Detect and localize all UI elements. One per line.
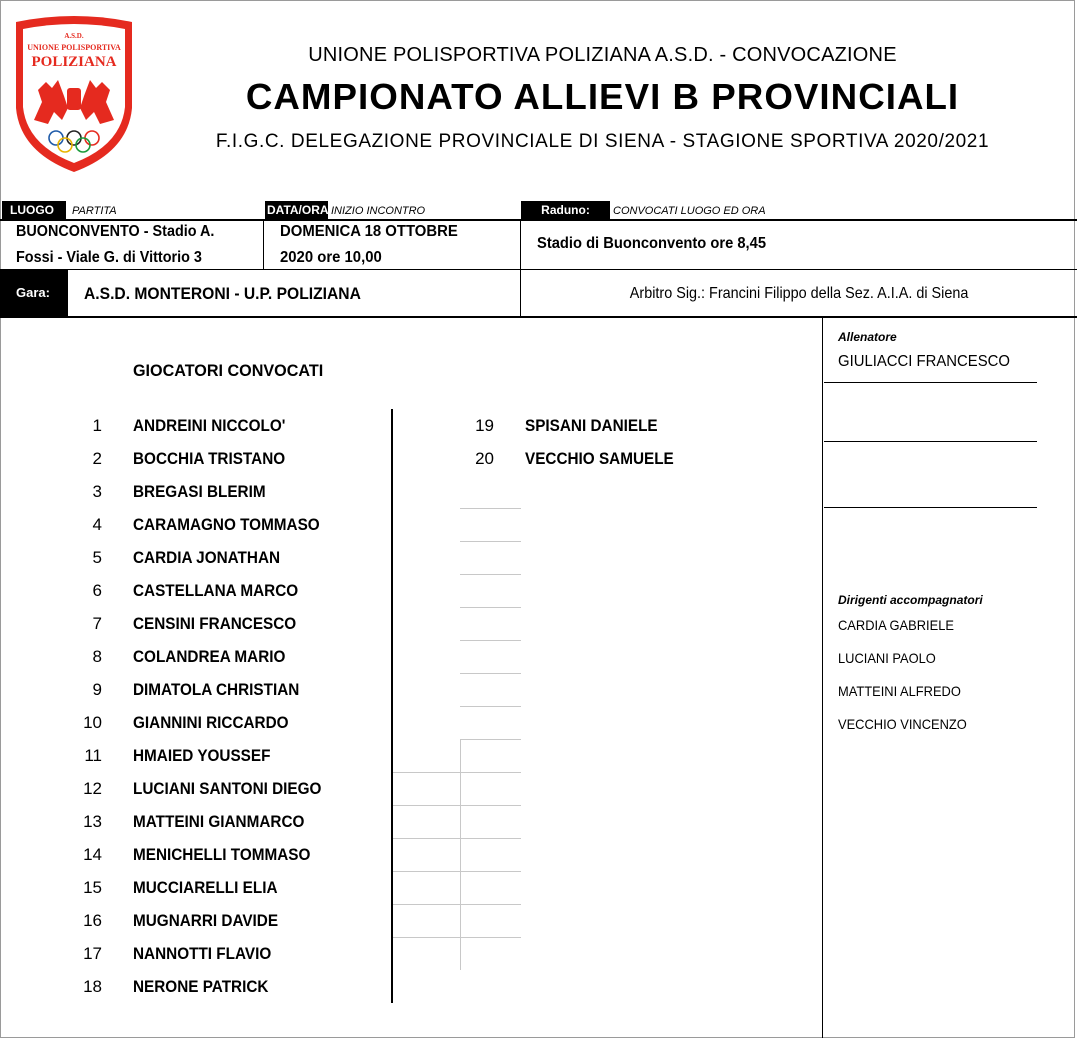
staff-line-1 bbox=[824, 382, 1037, 383]
gara-tag: Gara: bbox=[0, 270, 68, 316]
player-name: CARAMAGNO TOMMASO bbox=[133, 515, 320, 534]
player-name: LUCIANI SANTONI DIEGO bbox=[133, 779, 322, 798]
player-number: 19 bbox=[475, 416, 494, 435]
player-number: 9 bbox=[92, 680, 102, 699]
raduno-value: Stadio di Buonconvento ore 8,45 bbox=[537, 235, 767, 252]
luogo-hint: PARTITA bbox=[72, 205, 117, 217]
club-logo bbox=[12, 16, 136, 174]
slot-line bbox=[393, 937, 521, 938]
dirigente-item: VECCHIO VINCENZO bbox=[838, 716, 967, 732]
allenatore-text: GIULIACCI FRANCESCO bbox=[838, 353, 1010, 370]
svg-text:A.S.D.: A.S.D. bbox=[64, 32, 84, 40]
slot-line bbox=[393, 904, 521, 905]
players-title bbox=[133, 361, 333, 381]
player-name: CARDIA JONATHAN bbox=[133, 548, 281, 567]
player-name: CENSINI FRANCESCO bbox=[133, 614, 297, 633]
allenatore-value bbox=[838, 353, 1023, 371]
player-number: 11 bbox=[84, 746, 102, 765]
luogo-tag: LUOGO bbox=[2, 201, 66, 220]
player-name: MATTEINI GIANMARCO bbox=[133, 812, 305, 831]
player-name: MUCCIARELLI ELIA bbox=[133, 878, 278, 897]
luogo-line-1: BUONCONVENTO - Stadio A. bbox=[16, 223, 215, 240]
header-top-line: UNIONE POLISPORTIVA POLIZIANA A.S.D. - CONVOCAZIONE bbox=[308, 44, 897, 66]
player-number: 12 bbox=[83, 779, 102, 798]
gara-value: A.S.D. MONTERONI - U.P. POLIZIANA bbox=[84, 284, 361, 303]
player-number: 14 bbox=[83, 845, 102, 864]
player-number: 6 bbox=[92, 581, 102, 600]
player-name: HMAIED YOUSSEF bbox=[133, 746, 271, 765]
players-title-text: GIOCATORI CONVOCATI bbox=[133, 361, 324, 380]
svg-text:POLIZIANA: POLIZIANA bbox=[31, 54, 117, 70]
player-number: 4 bbox=[92, 515, 102, 534]
player-number: 10 bbox=[83, 713, 102, 732]
info-divider-2 bbox=[520, 219, 521, 317]
data-hint: INIZIO INCONTRO bbox=[331, 205, 426, 217]
player-name: COLANDREA MARIO bbox=[133, 647, 286, 666]
slot-line bbox=[460, 508, 521, 509]
data-value bbox=[280, 219, 458, 271]
slot-line bbox=[393, 838, 521, 839]
player-number: 5 bbox=[92, 548, 102, 567]
dirigenti-label: Dirigenti accompagnatori bbox=[838, 593, 983, 607]
data-line-2: 2020 ore 10,00 bbox=[280, 249, 382, 266]
player-name: GIANNINI RICCARDO bbox=[133, 713, 289, 732]
dirigente-item: LUCIANI PAOLO bbox=[838, 650, 936, 666]
data-line-1: DOMENICA 18 OTTOBRE bbox=[280, 223, 458, 240]
svg-text:UNIONE POLISPORTIVA: UNIONE POLISPORTIVA bbox=[27, 43, 121, 52]
arbitro-text: Arbitro Sig.: Francini Filippo della Sez. A.I.A. di Siena bbox=[630, 285, 969, 302]
player-number: 16 bbox=[83, 911, 102, 930]
slot-line bbox=[460, 574, 521, 575]
header-subtitle: F.I.G.C. DELEGAZIONE PROVINCIALE DI SIENA - STAGIONE SPORTIVA 2020/2021 bbox=[215, 131, 990, 152]
player-number: 8 bbox=[92, 647, 102, 666]
player-name: NANNOTTI FLAVIO bbox=[133, 944, 272, 963]
player-number: 20 bbox=[475, 449, 494, 468]
player-number: 7 bbox=[92, 614, 102, 633]
info-divider-1 bbox=[263, 219, 264, 269]
info-bottom-border bbox=[0, 316, 1077, 318]
player-name: MENICHELLI TOMMASO bbox=[133, 845, 311, 864]
player-name: NERONE PATRICK bbox=[133, 977, 269, 996]
slot-line bbox=[460, 673, 521, 674]
slot-line bbox=[393, 805, 521, 806]
player-name: ANDREINI NICCOLO' bbox=[133, 416, 286, 435]
luogo-value bbox=[16, 219, 214, 271]
dirigente-item: MATTEINI ALFREDO bbox=[838, 683, 961, 699]
staff-line-2 bbox=[824, 441, 1037, 442]
luogo-line-2: Fossi - Viale G. di Vittorio 3 bbox=[16, 249, 202, 266]
slot-line bbox=[393, 772, 521, 773]
dirigente-item: CARDIA GABRIELE bbox=[838, 617, 954, 633]
player-number: 13 bbox=[83, 812, 102, 831]
player-number: 15 bbox=[83, 878, 102, 897]
player-number: 18 bbox=[83, 977, 102, 996]
slot-line bbox=[460, 706, 521, 707]
player-name: BREGASI BLERIM bbox=[133, 482, 266, 501]
player-name: VECCHIO SAMUELE bbox=[525, 449, 674, 468]
player-number: 2 bbox=[92, 449, 102, 468]
allenatore-label: Allenatore bbox=[838, 330, 897, 344]
staff-column-border bbox=[822, 317, 823, 1038]
slot-line bbox=[460, 607, 521, 608]
data-tag: DATA/ORA bbox=[265, 201, 328, 220]
slot-line bbox=[460, 541, 521, 542]
staff-line-3 bbox=[824, 507, 1037, 508]
player-name: SPISANI DANIELE bbox=[525, 416, 658, 435]
raduno-hint: CONVOCATI LUOGO ED ORA bbox=[613, 205, 766, 217]
player-name: BOCCHIA TRISTANO bbox=[133, 449, 286, 468]
player-name: MUGNARRI DAVIDE bbox=[133, 911, 279, 930]
player-name: CASTELLANA MARCO bbox=[133, 581, 299, 600]
slot-vline bbox=[460, 739, 461, 970]
raduno-tag: Raduno: bbox=[521, 201, 610, 220]
page-title: CAMPIONATO ALLIEVI B PROVINCIALI bbox=[245, 76, 960, 117]
arbitro-value bbox=[522, 285, 1077, 303]
player-number: 17 bbox=[83, 944, 102, 963]
slot-line bbox=[460, 739, 521, 740]
player-number: 1 bbox=[92, 416, 102, 435]
players-divider bbox=[391, 409, 393, 1003]
player-name: DIMATOLA CHRISTIAN bbox=[133, 680, 300, 699]
slot-line bbox=[393, 871, 521, 872]
slot-line bbox=[460, 640, 521, 641]
player-number: 3 bbox=[92, 482, 102, 501]
